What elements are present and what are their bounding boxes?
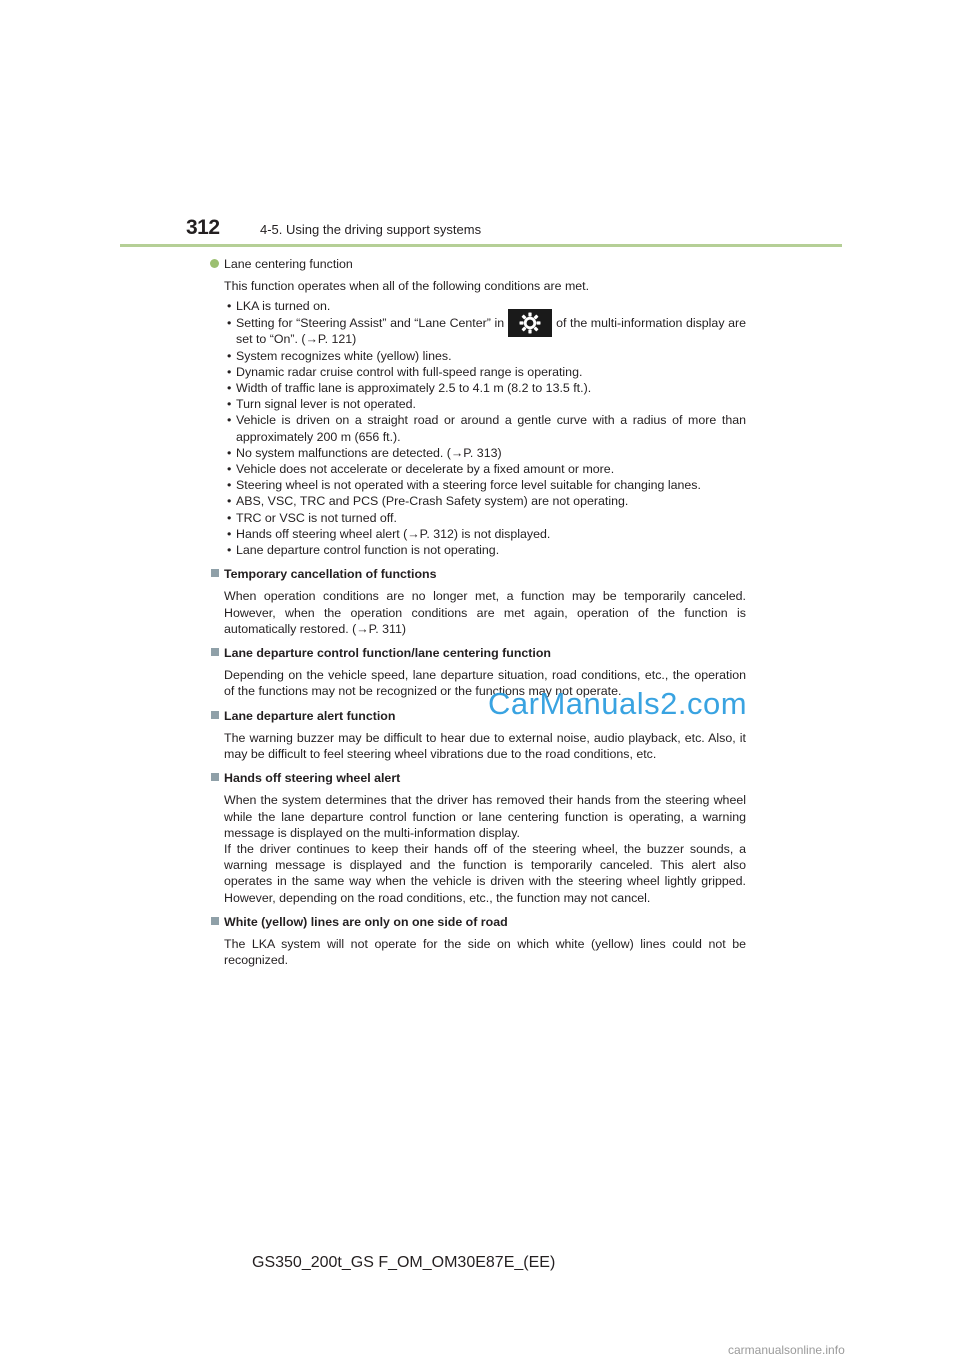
list-item: • Steering wheel is not operated with a steering force level suitable for changing lanes.	[227, 478, 701, 493]
header-rule	[120, 244, 842, 247]
page-content	[210, 256, 746, 968]
page-header	[120, 216, 842, 248]
list-item: • Dynamic radar cruise control with full-speed range is operating.	[227, 364, 583, 379]
list-item: • System recognizes white (yellow) lines.	[227, 348, 452, 363]
section-temporary-cancellation: Temporary cancellation of functions When operation conditions are no longer met, a function may be temporarily canceled. However, when the operation conditions are met again, operation of the function is automatically restored. (→P. 311)	[210, 566, 746, 637]
section-lane-departure-alert: Lane departure alert function The warning buzzer may be difficult to hear due to external noise, audio playback, etc. Also, it may be difficult to feel steering wheel vibrations due to the road conditions, etc.	[210, 708, 746, 763]
list-item: • Hands off steering wheel alert (→P. 312) is not displayed.	[227, 526, 551, 541]
square-bullet-icon	[211, 648, 219, 656]
list-item: • Vehicle does not accelerate or decelerate by a fixed amount or more.	[227, 461, 615, 476]
list-item: • Setting for “Steering Assist” and “Lane Center” in of the multi-information display are set to “On”. (→P. 121)	[224, 315, 746, 348]
watermark: CarManuals2.com	[488, 686, 748, 721]
lane-centering-intro: This function operates when all of the following conditions are met.	[224, 279, 590, 294]
gear-icon	[508, 309, 552, 337]
list-item: • Width of traffic lane is approximately 2.5 to 4.1 m (8.2 to 13.5 ft.).	[227, 380, 592, 395]
section-hands-off-alert: Hands off steering wheel alert When the system determines that the driver has removed their hands from the steering wheel while the lane departure control function or lane centering function is operating, a warning message is displayed on the multi-information display. If the driver continues to keep their hands off of the steering wheel, the buzzer sounds, a warning message is displayed and the function is temporarily canceled. This alert also operates in the same way when the vehicle is driven with the steering wheel lightly gripped. However, depending on the road conditions, etc., the function may not cancel.	[210, 770, 746, 906]
square-bullet-icon	[211, 773, 219, 781]
section-one-side-lines: White (yellow) lines are only on one side of road The LKA system will not operate for the side on which white (yellow) lines could not be recognized.	[210, 914, 746, 969]
page-number: 312	[186, 216, 220, 239]
condition-list	[224, 298, 746, 558]
list-item: • Turn signal lever is not operated.	[227, 397, 416, 412]
square-bullet-icon	[211, 569, 219, 577]
square-bullet-icon	[211, 711, 219, 719]
square-bullet-icon	[211, 917, 219, 925]
list-item: • Lane departure control function is not operating.	[227, 542, 500, 557]
lane-centering-heading: Lane centering function	[210, 256, 746, 272]
list-item: • No system malfunctions are detected. (→P. 313)	[227, 445, 502, 460]
list-item: • ABS, VSC, TRC and PCS (Pre-Crash Safety system) are not operating.	[227, 494, 629, 509]
site-watermark: carmanualsonline.info	[728, 1343, 845, 1357]
list-item: • LKA is turned on.	[227, 299, 331, 314]
list-item: • TRC or VSC is not turned off.	[227, 510, 397, 525]
section-lane-departure-control: Lane departure control function/lane centering function Depending on the vehicle speed, lane departure situation, road conditions, etc., the operation of the functions may not be recognized or the functions may not operate.	[210, 645, 746, 700]
list-item: • Vehicle is driven on a straight road or around a gentle curve with a radius of more than approximately 200 m (656 ft.).	[227, 413, 746, 444]
circle-bullet-icon	[210, 259, 219, 268]
document-code: GS350_200t_GS F_OM_OM30E87E_(EE)	[252, 1254, 556, 1271]
section-title: 4-5. Using the driving support systems	[260, 222, 482, 237]
